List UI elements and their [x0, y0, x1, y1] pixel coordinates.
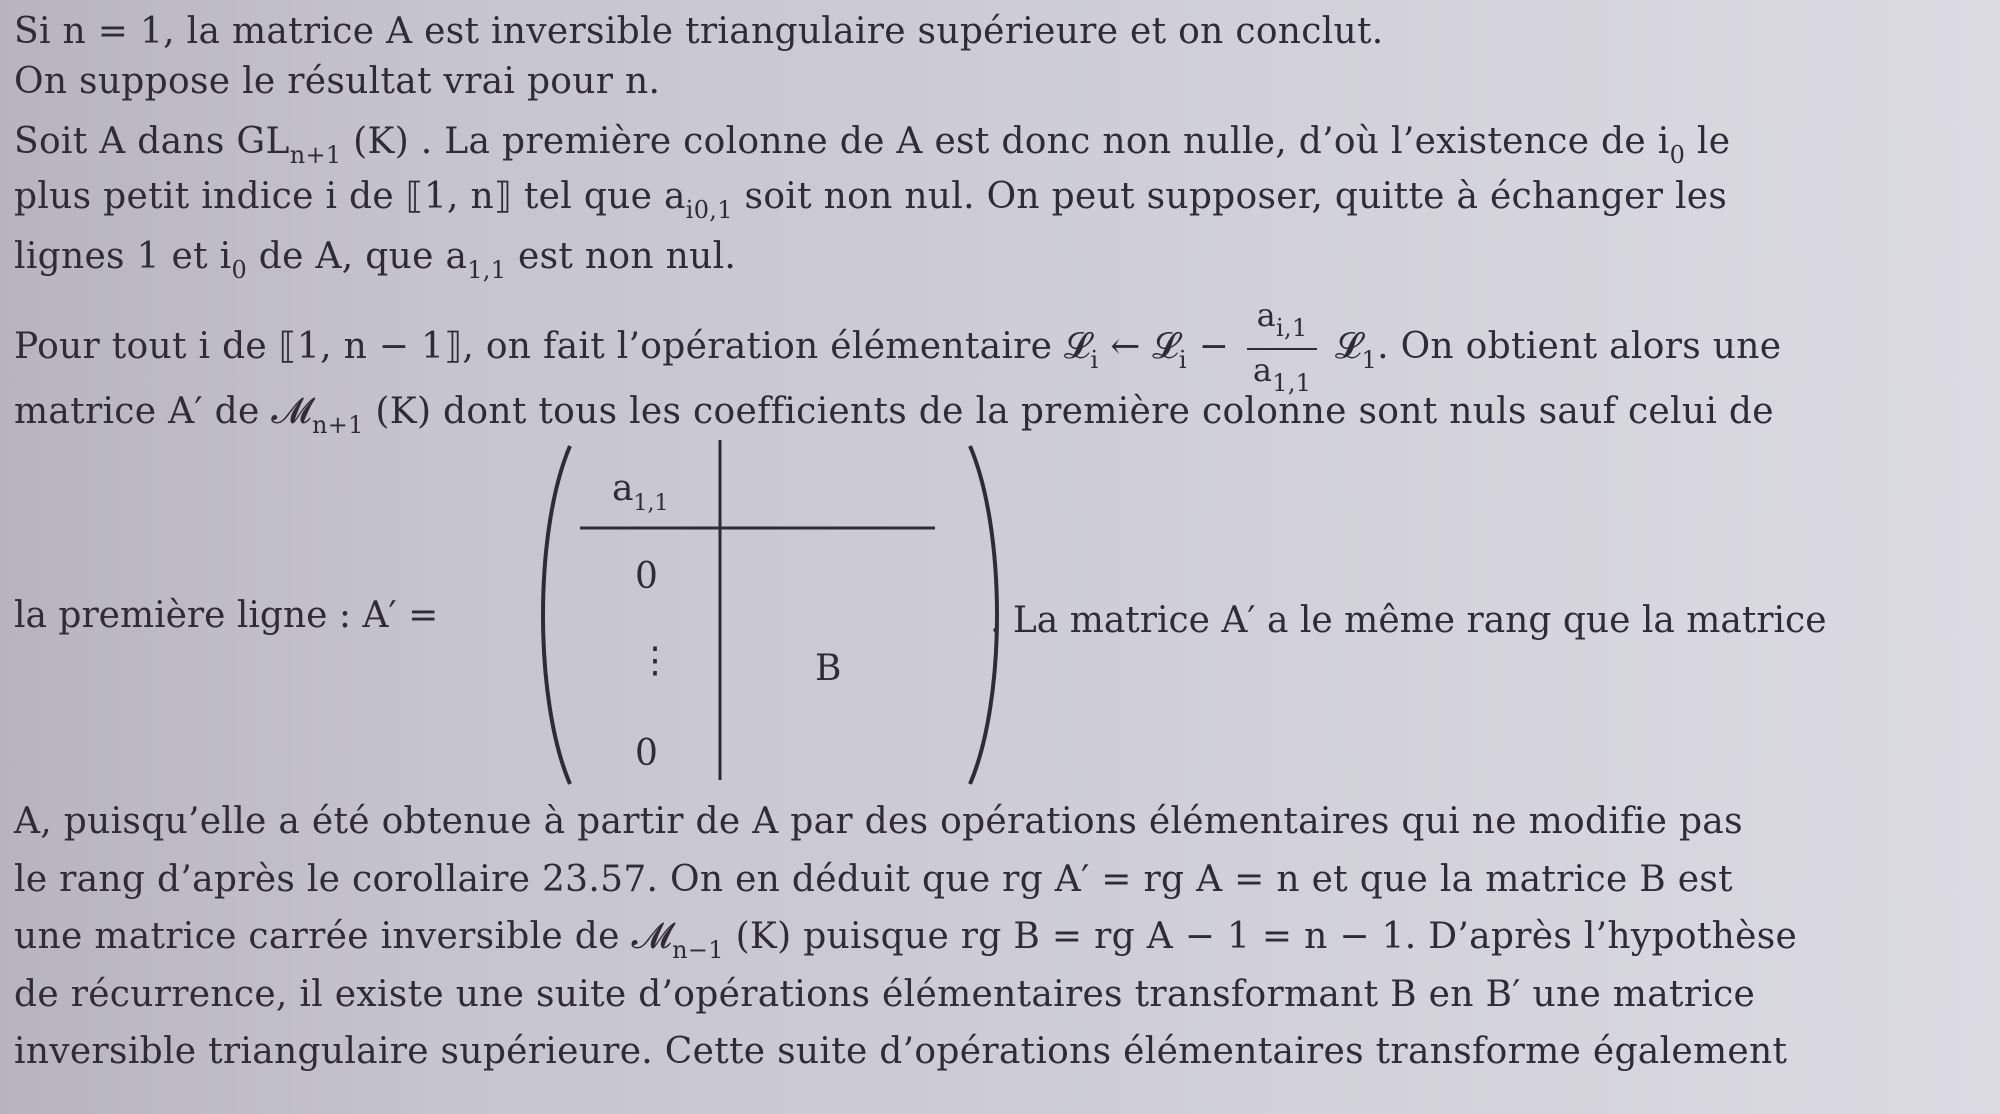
text-line-11: de récurrence, il existe une suite d’opérations élémentaires transformant B en B′ une matrice [14, 974, 1756, 1015]
matrix-lead-text: la première ligne : A′ = [14, 595, 439, 636]
text-line-8: A, puisqu’elle a été obtenue à partir de A par des opérations élémentaires qui ne modifie pas [14, 801, 1743, 842]
text-line-3: Soit A dans $GL_{n+1}$ (K) . La première colonne de A est donc non nulle, d’où l’existence de $i_0$ le [14, 121, 1731, 169]
matrix-zero-bottom: 0 [635, 733, 658, 774]
matrix-entry-a11: $a_{1,1}$ [612, 468, 669, 516]
matrix-zero-top: 0 [635, 556, 658, 597]
matrix-trail-text: . La matrice A′ a le même rang que la matrice [990, 600, 1827, 641]
text-line-10: une matrice carrée inversible de 𝓜$_{n-1}$ (K) puisque rg B = rg A − 1 = n − 1. D’après l’hypothèse [14, 916, 1798, 964]
text-line-5: lignes 1 et $i_0$ de A, que $a_{1,1}$ est non nul. [14, 236, 737, 284]
text-line-12: inversible triangulaire supérieure. Cette suite d’opérations élémentaires transforme également [14, 1031, 1788, 1072]
text-line-2: On suppose le résultat vrai pour n. [14, 61, 661, 102]
text-line-9: le rang d’après le corollaire 23.57. On en déduit que rg A′ = rg A = n et que la matrice B est [14, 859, 1733, 900]
left-parenthesis [543, 446, 570, 784]
fraction: $\frac{a_{i,1}}{a_{1,1}}$ [1247, 295, 1317, 403]
matrix-block-b: B [815, 648, 842, 689]
matrix-vdots: ⋮ [637, 640, 673, 681]
text-line-4: plus petit indice i de ⟦1, n⟧ tel que $a_{i0,1}$ soit non nul. On peut supposer, quitte à échanger les [14, 176, 1728, 224]
text-line-6: Pour tout i de ⟦1, n − 1⟧, on fait l’opération élémentaire 𝓛$_i$ ← 𝓛$_i$ − $\frac{a_{i,1}}{a_{1,1}}$ 𝓛$_1$. On obtient alors une [14, 295, 1980, 403]
text-line-1: Si n = 1, la matrice A est inversible triangulaire supérieure et on conclut. [14, 11, 1384, 52]
block-matrix [540, 440, 1000, 790]
matrix-equation [0, 440, 2000, 800]
text-line-7: matrice A′ de 𝓜$_{n+1}$ (K) dont tous les coefficients de la première colonne sont nuls sauf celui de [14, 391, 1774, 439]
